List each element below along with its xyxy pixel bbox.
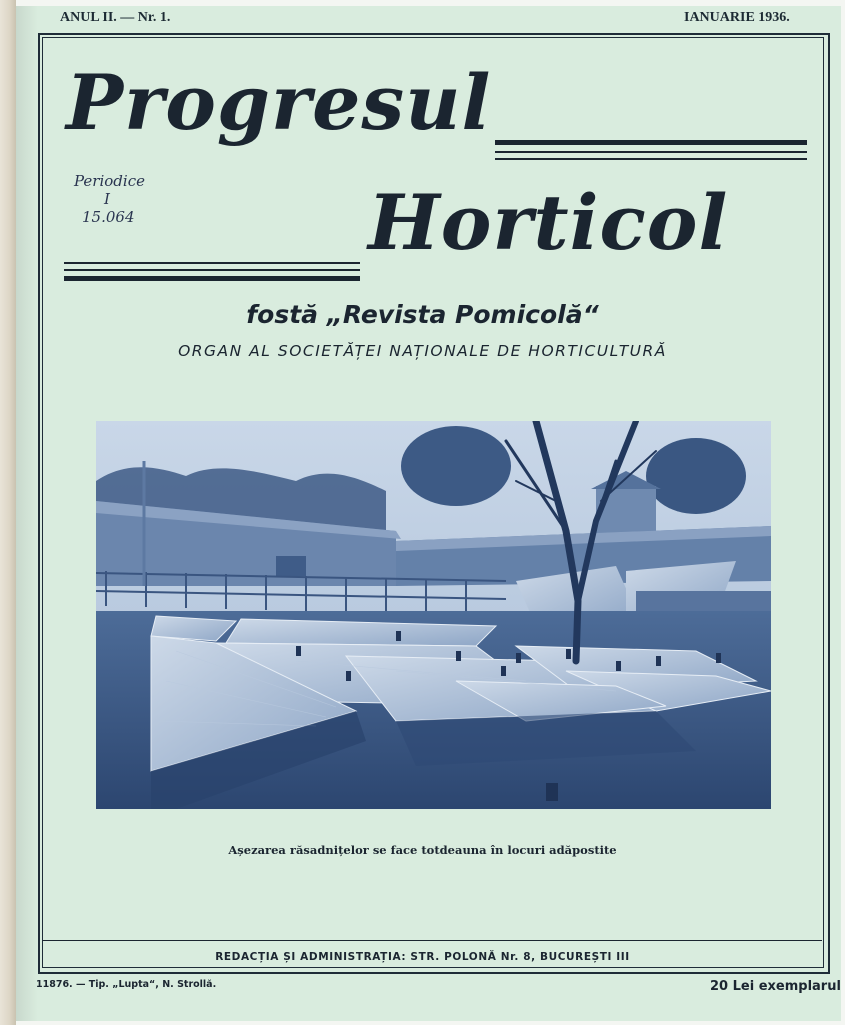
masthead-rule-top-1 bbox=[495, 140, 807, 145]
masthead-rule-top-3 bbox=[495, 158, 807, 160]
editorial-address: REDACȚIA ȘI ADMINISTRAȚIA: STR. POLONĂ Nr. 8, BUCUREȘTI III bbox=[215, 951, 630, 963]
masthead-rule-bottom-1 bbox=[64, 262, 360, 264]
former-name-subtitle: fostă „Revista Pomicolă“ bbox=[246, 300, 599, 329]
masthead-title-line1: Progresul bbox=[66, 58, 492, 147]
library-stamp-line1: Periodice bbox=[74, 172, 145, 190]
printer-imprint: 11876. — Tip. „Lupta“, N. Strollă. bbox=[36, 979, 217, 990]
library-stamp-line3: 15.064 bbox=[82, 208, 135, 226]
library-stamp-line2: I bbox=[104, 190, 110, 208]
binding-spine bbox=[0, 0, 16, 1025]
issue-price: 20 Lei exemplarul bbox=[710, 979, 841, 994]
issue-date: IANUARIE 1936. bbox=[684, 10, 790, 25]
volume-number: ANUL II. — Nr. 1. bbox=[60, 10, 171, 25]
footer-rule bbox=[42, 940, 822, 941]
organ-statement: ORGAN AL SOCIETĂȚEI NAȚIONALE DE HORTICULTURĂ bbox=[178, 342, 667, 360]
masthead-rule-bottom-2 bbox=[64, 269, 360, 271]
library-stamp-handwriting bbox=[74, 172, 145, 226]
cover-photo-greenhouses bbox=[96, 421, 771, 809]
photo-caption: Așezarea răsadnițelor se face totdeauna în locuri adăpostite bbox=[228, 843, 617, 857]
masthead-title-line2: Horticol bbox=[368, 178, 729, 267]
page-fold-shadow bbox=[16, 6, 38, 1021]
masthead-rule-top-2 bbox=[495, 151, 807, 153]
masthead-rule-bottom-3 bbox=[64, 276, 360, 281]
